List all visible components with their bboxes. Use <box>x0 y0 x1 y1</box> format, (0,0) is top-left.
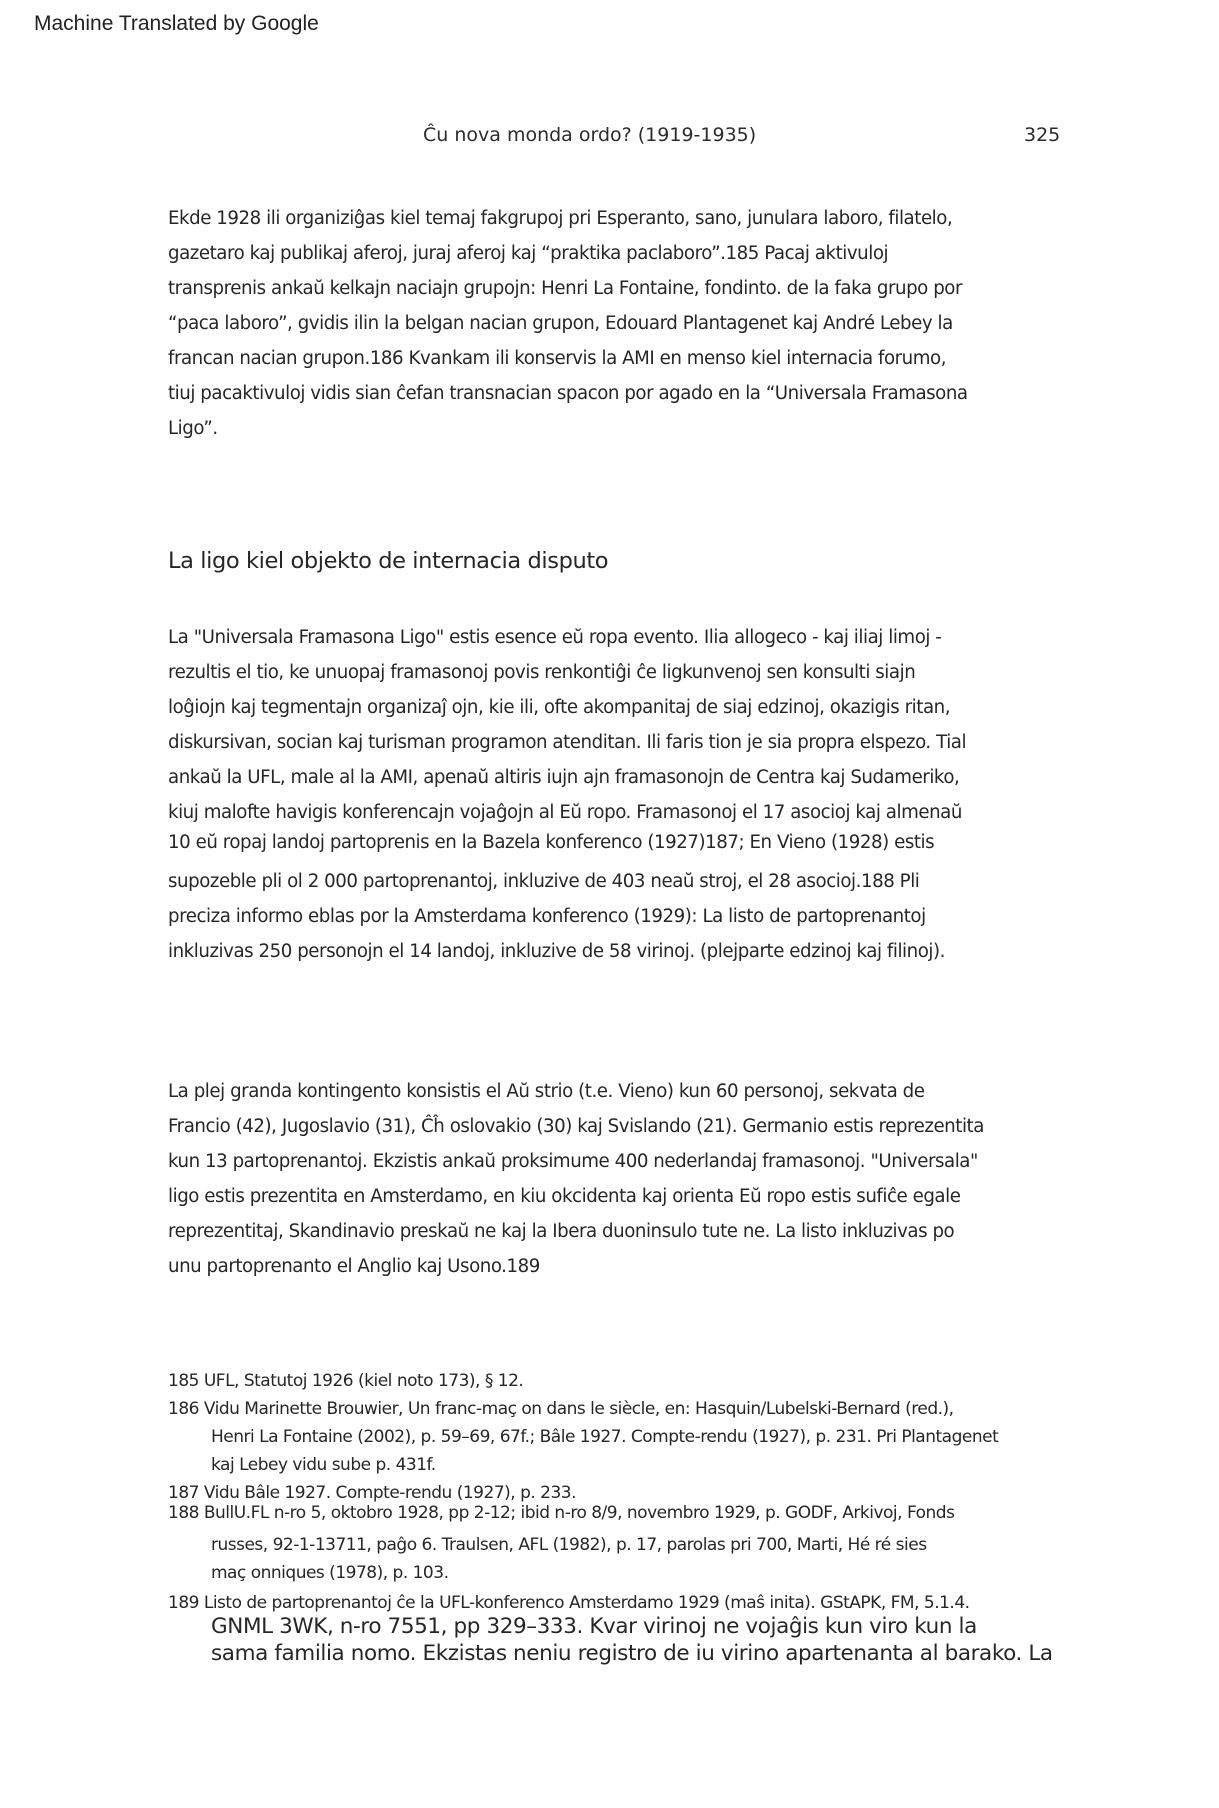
text-line: kiuj malofte havigis konferencajn vojaĝojn al Eŭ ropo. Framasonoj el 17 asocioj kaj almenaŭ <box>168 802 962 823</box>
footnote-188-cont: russes, 92-1-13711, paĝo 6. Traulsen, AFL (1982), p. 17, parolas pri 700, Marti, Hé ré sies <box>211 1535 927 1555</box>
footnote-185: 185 UFL, Statutoj 1926 (kiel noto 173), § 12. <box>168 1371 524 1391</box>
footnote-189-cont: GNML 3WK, n-ro 7551, pp 329–333. Kvar virinoj ne vojaĝis kun viro kun la <box>211 1614 977 1639</box>
machine-translation-banner: Machine Translated by Google <box>34 12 319 35</box>
page-number: 325 <box>1024 124 1061 146</box>
text-line: diskursivan, socian kaj turisman programon atenditan. Ili faris tion je sia propra elspezo. Tial <box>168 732 967 753</box>
text-line: transprenis ankaŭ kelkajn naciajn grupojn: Henri La Fontaine, fondinto. de la faka grupo por <box>168 278 962 299</box>
running-title: Ĉu nova monda ordo? (1919-1935) <box>423 124 757 146</box>
text-line: supozeble pli ol 2 000 partoprenantoj, inkluzive de 403 neaŭ stroj, el 28 asocioj.188 Pli <box>168 871 920 892</box>
text-line: La "Universala Framasona Ligo" estis esence eŭ ropa evento. Ilia allogeco - kaj iliaj limoj - <box>168 627 942 648</box>
text-line: Ekde 1928 ili organiziĝas kiel temaj fakgrupoj pri Esperanto, sano, junulara laboro, filatelo, <box>168 208 953 229</box>
text-line: Francio (42), Jugoslavio (31), Ĉĥ oslovakio (30) kaj Svislando (21). Germanio estis reprezentita <box>168 1116 984 1137</box>
text-line: rezultis el tio, ke unuopaj framasonoj povis renkontiĝi ĉe ligkunvenoj sen konsulti siajn <box>168 662 916 683</box>
text-line: inkluzivas 250 personojn el 14 landoj, inkluzive de 58 virinoj. (plejparte edzinoj kaj filinoj). <box>168 941 945 962</box>
text-line: “paca laboro”, gvidis ilin la belgan nacian grupon, Edouard Plantagenet kaj André Lebey la <box>168 313 953 334</box>
text-line: loĝiojn kaj tegmentajn organizaĵ ojn, kie ili, ofte akompanitaj de siaj edzinoj, okazigis ritan, <box>168 697 951 718</box>
footnote-187: 187 Vidu Bâle 1927. Compte-rendu (1927), p. 233. <box>168 1483 577 1503</box>
footnote-186-cont: kaj Lebey vidu sube p. 431f. <box>211 1455 436 1475</box>
section-heading: La ligo kiel objekto de internacia disputo <box>168 548 609 574</box>
text-line: 10 eŭ ropaj landoj partoprenis en la Bazela konferenco (1927)187; En Vieno (1928) estis <box>168 832 935 853</box>
footnote-189: 189 Listo de partoprenantoj ĉe la UFL-konferenco Amsterdamo 1929 (maŝ inita). GStAPK, FM, 5.1.4. <box>168 1593 970 1613</box>
text-line: tiuj pacaktivuloj vidis sian ĉefan transnacian spacon por agado en la “Universala Framasona <box>168 383 968 404</box>
text-line: ankaŭ la UFL, male al la AMI, apenaŭ altiris iujn ajn framasonojn de Centra kaj Sudameriko, <box>168 767 960 788</box>
text-line: preciza informo eblas por la Amsterdama konferenco (1929): La listo de partoprenantoj <box>168 906 926 927</box>
footnote-188: 188 BullU.FL n-ro 5, oktobro 1928, pp 2-12; ibid n-ro 8/9, novembro 1929, p. GODF, Arkivoj, Fonds <box>168 1503 955 1523</box>
footnote-188-cont: maç onniques (1978), p. 103. <box>211 1563 449 1583</box>
footnote-186-cont: Henri La Fontaine (2002), p. 59–69, 67f.; Bâle 1927. Compte-rendu (1927), p. 231. Pri Plantagenet <box>211 1427 999 1447</box>
text-line: unu partoprenanto el Anglio kaj Usono.189 <box>168 1256 540 1277</box>
text-line: francan nacian grupon.186 Kvankam ili konservis la AMI en menso kiel internacia forumo, <box>168 348 947 369</box>
footnote-186: 186 Vidu Marinette Brouwier, Un franc-maç on dans le siècle, en: Hasquin/Lubelski-Bernard (red.), <box>168 1399 954 1419</box>
text-line: kun 13 partoprenantoj. Ekzistis ankaŭ proksimume 400 nederlandaj framasonoj. "Universala" <box>168 1151 978 1172</box>
footnote-189-cont: sama familia nomo. Ekzistas neniu registro de iu virino apartenanta al barako. La <box>211 1641 1053 1666</box>
text-line: Ligo”. <box>168 418 218 439</box>
text-line: La plej granda kontingento konsistis el Aŭ strio (t.e. Vieno) kun 60 personoj, sekvata de <box>168 1081 925 1102</box>
text-line: ligo estis prezentita en Amsterdamo, en kiu okcidenta kaj orienta Eŭ ropo estis sufiĉe egale <box>168 1186 961 1207</box>
text-line: reprezentitaj, Skandinavio preskaŭ ne kaj la Ibera duoninsulo tute ne. La listo inkluzivas po <box>168 1221 955 1242</box>
text-line: gazetaro kaj publikaj aferoj, juraj aferoj kaj “praktika paclaboro”.185 Pacaj aktivuloj <box>168 243 889 264</box>
